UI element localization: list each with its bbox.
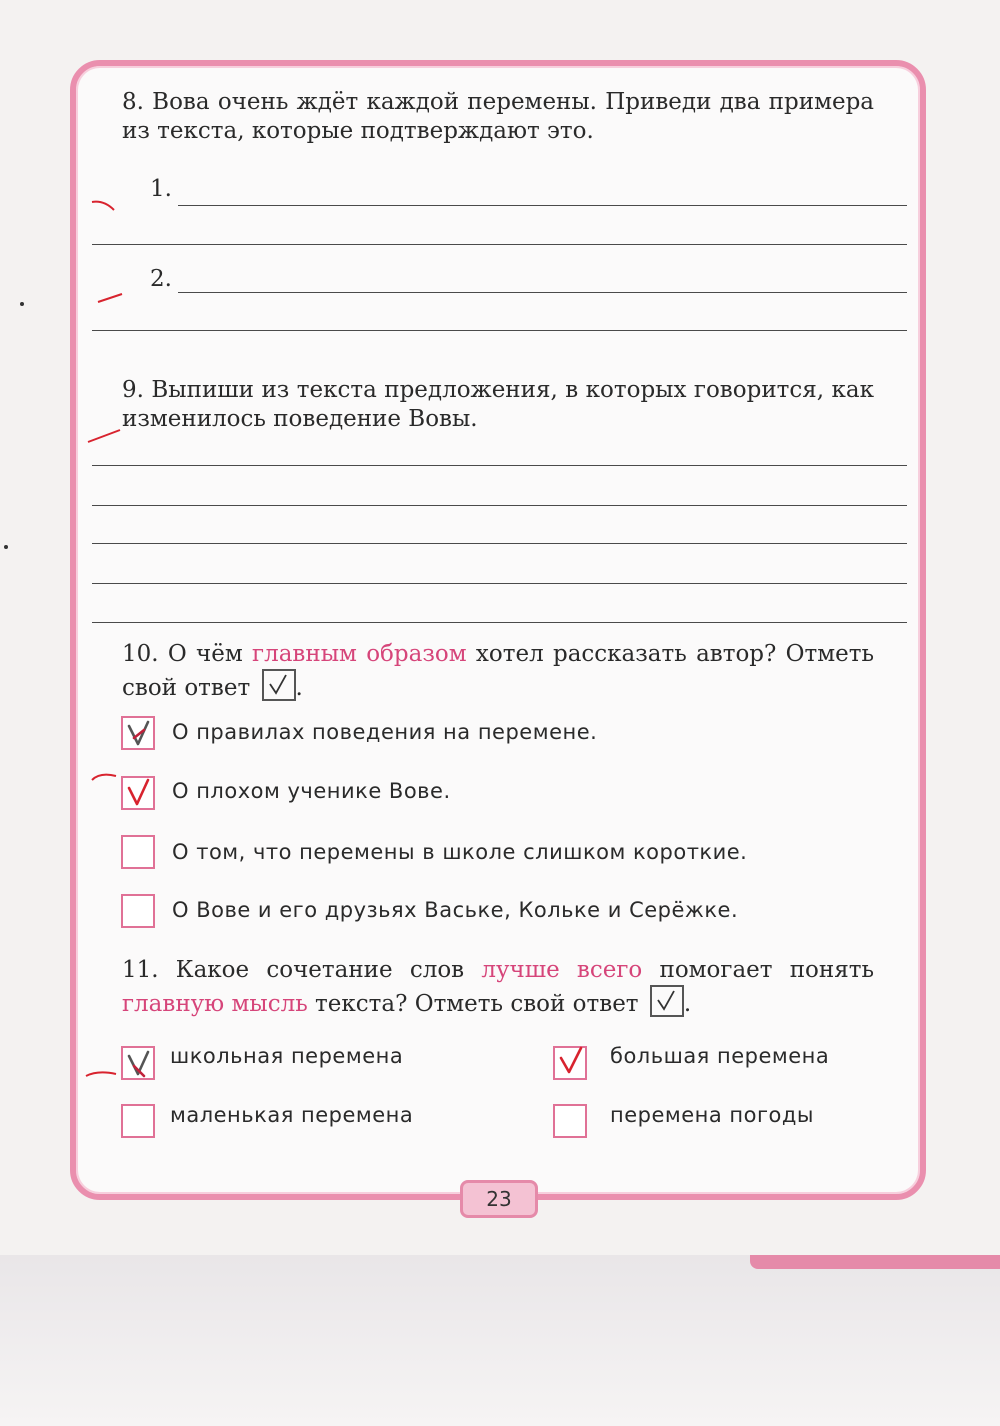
answer-line[interactable] [178,292,907,293]
answer-8-1-label: 1. [150,176,172,202]
q10-option-3-checkbox[interactable] [121,835,155,869]
red-dash-mark [84,1064,120,1084]
q10-option-4-checkbox[interactable] [121,894,155,928]
q10-option-3-label: О том, что перемены в школе слишком короткие. [172,840,748,864]
q10-option-1-label: О правилах поведения на перемене. [172,720,598,744]
question-11-text-mid: помогает понять [642,957,874,983]
red-check-icon [126,716,152,750]
page-bottom-shadow [0,1255,1000,1426]
q10-option-1-checkbox[interactable] [121,716,155,750]
answer-line[interactable] [92,505,907,506]
red-dash-mark [90,768,120,788]
answer-line[interactable] [178,205,907,206]
red-check-icon [558,1046,584,1080]
answer-line[interactable] [92,622,907,623]
answer-line[interactable] [92,583,907,584]
q11-option-4-label: перемена погоды [610,1103,814,1127]
red-check-icon [126,776,152,810]
answer-line[interactable] [92,244,907,245]
question-11-text-end: текста? Отметь свой ответ [307,991,639,1017]
q11-option-4-checkbox[interactable] [553,1104,587,1138]
question-10-highlight: главным образом [252,641,467,667]
q10-option-2-label: О плохом ученике Вове. [172,779,451,803]
question-10-text: 10. О чём [122,641,253,667]
q11-option-3-checkbox[interactable] [121,1104,155,1138]
question-11-text: 11. Какое сочетание слов [122,957,482,983]
question-11-period: . [683,991,692,1017]
question-10 [122,640,874,703]
question-10-text-end: хотел рассказать автор? Отметь свой ответ [122,641,874,701]
answer-line[interactable] [92,465,907,466]
q11-option-1-checkbox[interactable] [121,1046,155,1080]
answer-line[interactable] [92,330,907,331]
checkmark-sample-icon [650,985,684,1017]
red-dash-mark [96,290,126,310]
q10-option-4-label: О Вове и его друзьях Ваське, Кольке и Серёжке. [172,898,739,922]
red-dash-mark [90,196,120,216]
question-8: 8. Вова очень ждёт каждой перемены. Приведи два примера из текста, которые подтверждают это. [122,89,874,144]
q10-option-2-checkbox[interactable] [121,776,155,810]
question-11-highlight-1: лучше всего [481,957,643,983]
speck [20,302,24,306]
speck [4,545,8,549]
q11-option-1-label: школьная перемена [170,1044,404,1068]
answer-line[interactable] [92,543,907,544]
question-11-highlight-2: главную мысль [122,991,308,1017]
red-dash-mark [86,424,126,448]
checkmark-sample-icon [262,669,296,701]
question-10-period: . [295,675,303,701]
page-number: 23 [460,1180,538,1218]
worksheet-frame [70,60,926,1200]
q11-option-2-checkbox[interactable] [553,1046,587,1080]
q11-option-2-label: большая перемена [610,1044,830,1068]
question-9: 9. Выпиши из текста предложения, в которых говорится, как изменилось поведение Вовы. [122,377,874,432]
book-edge [750,1255,1000,1269]
red-check-icon [126,1046,152,1080]
q11-option-3-label: маленькая перемена [170,1103,414,1127]
answer-8-2-label: 2. [150,266,172,292]
question-11 [122,956,874,1019]
